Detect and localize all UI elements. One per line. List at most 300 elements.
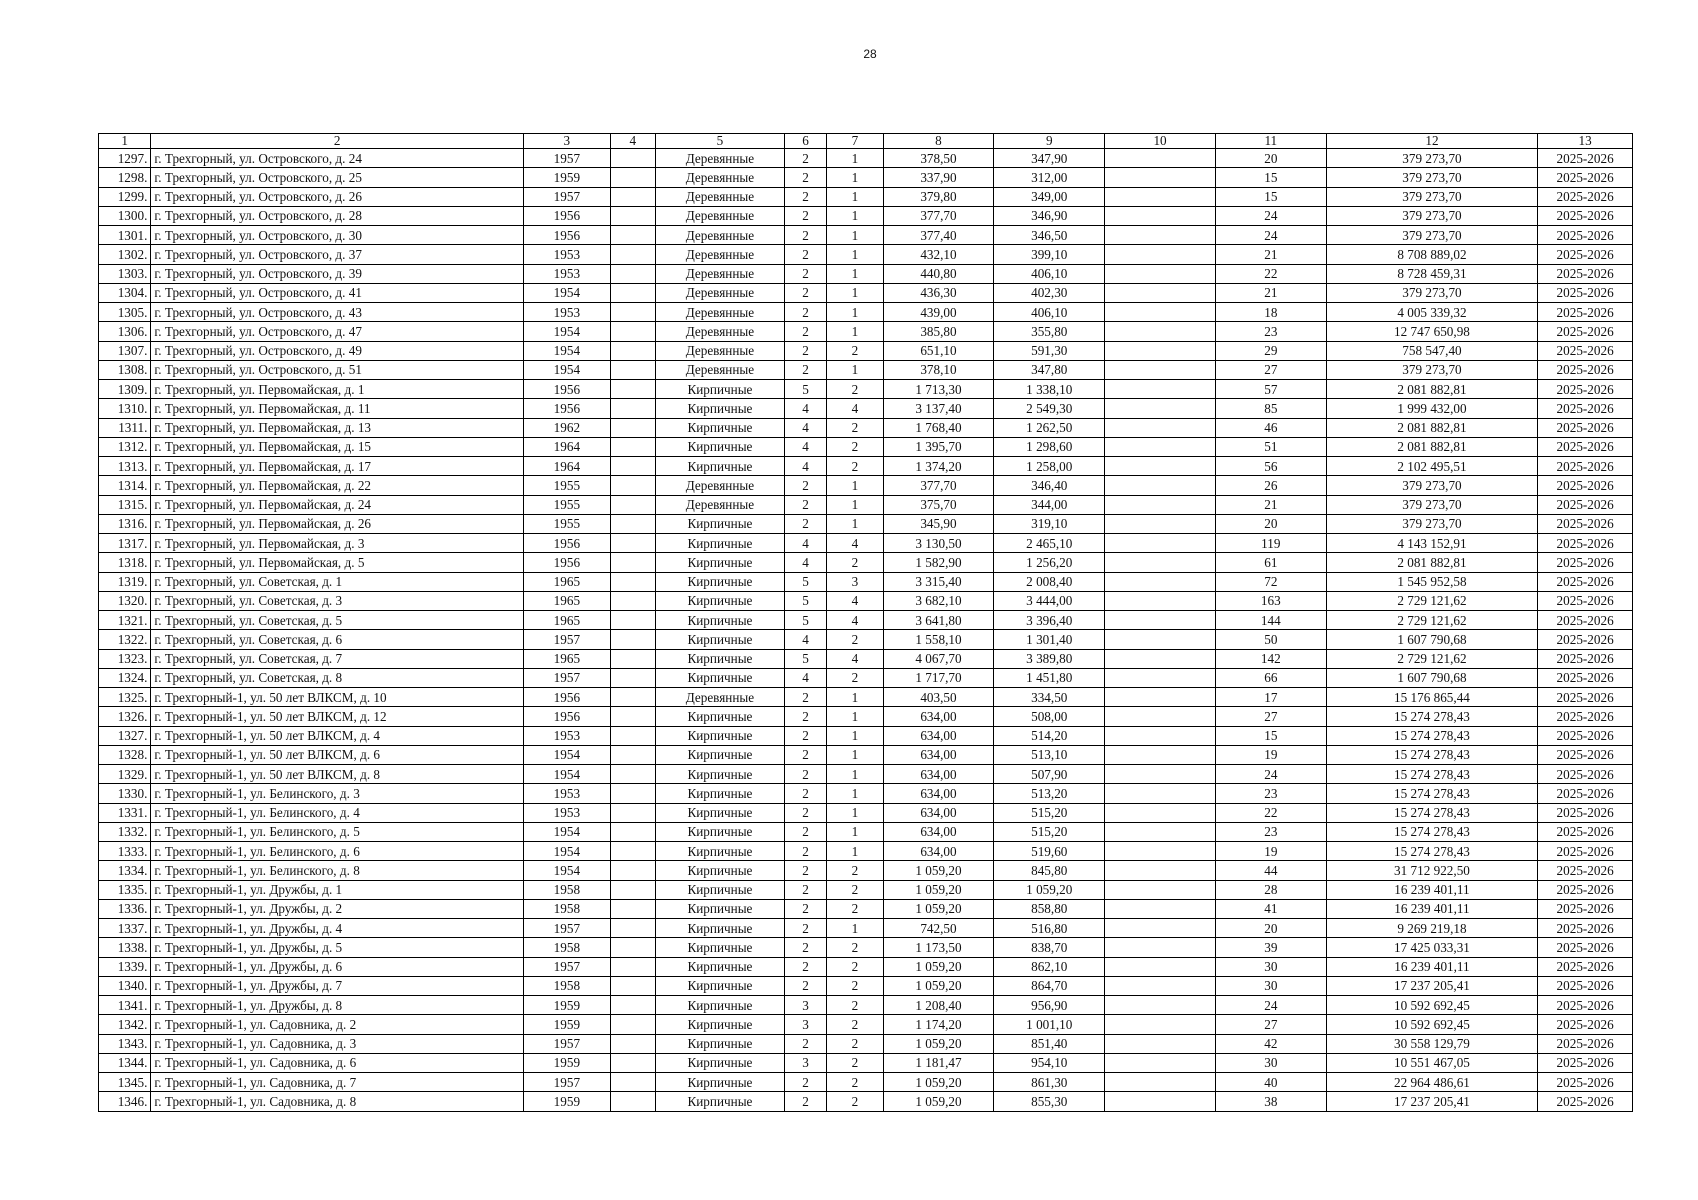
table-row — [99, 457, 1633, 476]
table-row — [99, 264, 1633, 283]
cell-cost: 2 729 121,62 — [1326, 611, 1538, 630]
cell-year-built: 1956 — [524, 226, 611, 245]
cell-row-number: 1321. — [99, 611, 151, 630]
cell-col-10 — [1105, 668, 1216, 687]
cell-floors: 2 — [784, 283, 826, 302]
table-row — [99, 206, 1633, 225]
cell-col-10 — [1105, 611, 1216, 630]
cell-cost: 22 964 486,61 — [1326, 1073, 1538, 1092]
cell-col-10 — [1105, 495, 1216, 514]
cell-wall-material: Кирпичные — [655, 803, 784, 822]
cell-cost: 379 273,70 — [1326, 149, 1538, 168]
cell-col-10 — [1105, 514, 1216, 533]
cell-residents: 30 — [1215, 957, 1326, 976]
cell-floors: 2 — [784, 899, 826, 918]
cell-period: 2025-2026 — [1538, 765, 1633, 784]
cell-residents: 57 — [1215, 380, 1326, 399]
cell-cost: 8 728 459,31 — [1326, 264, 1538, 283]
cell-wall-material: Кирпичные — [655, 919, 784, 938]
cell-residents: 21 — [1215, 283, 1326, 302]
column-number-row — [99, 134, 1633, 149]
cell-total-area: 1 713,30 — [883, 380, 994, 399]
cell-floors: 4 — [784, 457, 826, 476]
table-row — [99, 745, 1633, 764]
cell-total-area: 1 582,90 — [883, 553, 994, 572]
cell-year-built: 1965 — [524, 611, 611, 630]
cell-year-built: 1955 — [524, 495, 611, 514]
cell-total-area: 1 059,20 — [883, 880, 994, 899]
cell-address: г. Трехгорный, ул. Островского, д. 47 — [151, 322, 524, 341]
cell-row-number: 1314. — [99, 476, 151, 495]
cell-wall-material: Кирпичные — [655, 784, 784, 803]
cell-living-area: 3 444,00 — [994, 591, 1105, 610]
cell-cost: 15 274 278,43 — [1326, 707, 1538, 726]
cell-col-4 — [610, 996, 655, 1015]
cell-row-number: 1324. — [99, 668, 151, 687]
cell-row-number: 1328. — [99, 745, 151, 764]
cell-living-area: 591,30 — [994, 341, 1105, 360]
cell-living-area: 349,00 — [994, 187, 1105, 206]
cell-entrances: 2 — [827, 976, 883, 995]
cell-col-10 — [1105, 707, 1216, 726]
cell-entrances: 2 — [827, 861, 883, 880]
cell-col-4 — [610, 707, 655, 726]
cell-total-area: 634,00 — [883, 784, 994, 803]
cell-col-10 — [1105, 765, 1216, 784]
cell-col-4 — [610, 919, 655, 938]
cell-total-area: 634,00 — [883, 842, 994, 861]
cell-entrances: 2 — [827, 457, 883, 476]
cell-cost: 8 708 889,02 — [1326, 245, 1538, 264]
cell-row-number: 1301. — [99, 226, 151, 245]
cell-entrances: 3 — [827, 572, 883, 591]
cell-residents: 22 — [1215, 803, 1326, 822]
cell-wall-material: Деревянные — [655, 476, 784, 495]
cell-living-area: 347,90 — [994, 149, 1105, 168]
cell-period: 2025-2026 — [1538, 1015, 1633, 1034]
cell-period: 2025-2026 — [1538, 380, 1633, 399]
cell-floors: 2 — [784, 187, 826, 206]
cell-wall-material: Деревянные — [655, 303, 784, 322]
cell-floors: 2 — [784, 803, 826, 822]
cell-period: 2025-2026 — [1538, 1092, 1633, 1111]
table-row — [99, 1092, 1633, 1111]
cell-total-area: 1 059,20 — [883, 1073, 994, 1092]
cell-col-4 — [610, 861, 655, 880]
cell-entrances: 2 — [827, 553, 883, 572]
cell-living-area: 1 301,40 — [994, 630, 1105, 649]
cell-living-area: 1 262,50 — [994, 418, 1105, 437]
cell-row-number: 1299. — [99, 187, 151, 206]
cell-col-10 — [1105, 341, 1216, 360]
cell-living-area: 519,60 — [994, 842, 1105, 861]
cell-total-area: 634,00 — [883, 822, 994, 841]
cell-col-10 — [1105, 399, 1216, 418]
cell-living-area: 346,90 — [994, 206, 1105, 225]
cell-col-10 — [1105, 360, 1216, 379]
cell-row-number: 1344. — [99, 1053, 151, 1072]
cell-year-built: 1956 — [524, 553, 611, 572]
cell-living-area: 406,10 — [994, 264, 1105, 283]
cell-floors: 2 — [784, 1092, 826, 1111]
cell-total-area: 378,50 — [883, 149, 994, 168]
cell-address: г. Трехгорный-1, ул. Дружбы, д. 5 — [151, 938, 524, 957]
cell-row-number: 1297. — [99, 149, 151, 168]
cell-entrances: 1 — [827, 707, 883, 726]
cell-year-built: 1954 — [524, 822, 611, 841]
cell-col-4 — [610, 322, 655, 341]
cell-period: 2025-2026 — [1538, 1073, 1633, 1092]
cell-residents: 41 — [1215, 899, 1326, 918]
cell-address: г. Трехгорный, ул. Первомайская, д. 5 — [151, 553, 524, 572]
table-row — [99, 514, 1633, 533]
cell-year-built: 1965 — [524, 591, 611, 610]
cell-col-4 — [610, 1073, 655, 1092]
cell-col-10 — [1105, 226, 1216, 245]
cell-year-built: 1953 — [524, 726, 611, 745]
cell-address: г. Трехгорный, ул. Островского, д. 41 — [151, 283, 524, 302]
cell-residents: 22 — [1215, 264, 1326, 283]
cell-residents: 19 — [1215, 842, 1326, 861]
cell-cost: 15 274 278,43 — [1326, 822, 1538, 841]
cell-address: г. Трехгорный, ул. Островского, д. 51 — [151, 360, 524, 379]
cell-year-built: 1955 — [524, 476, 611, 495]
cell-address: г. Трехгорный-1, ул. Садовника, д. 2 — [151, 1015, 524, 1034]
cell-floors: 2 — [784, 745, 826, 764]
column-header-1: 1 — [99, 134, 151, 149]
cell-residents: 66 — [1215, 668, 1326, 687]
cell-cost: 1 545 952,58 — [1326, 572, 1538, 591]
cell-floors: 2 — [784, 861, 826, 880]
cell-col-4 — [610, 1092, 655, 1111]
cell-living-area: 956,90 — [994, 996, 1105, 1015]
cell-year-built: 1957 — [524, 149, 611, 168]
cell-total-area: 1 059,20 — [883, 1034, 994, 1053]
cell-total-area: 378,10 — [883, 360, 994, 379]
cell-wall-material: Кирпичные — [655, 591, 784, 610]
cell-entrances: 1 — [827, 168, 883, 187]
cell-address: г. Трехгорный, ул. Островского, д. 25 — [151, 168, 524, 187]
table-row — [99, 341, 1633, 360]
cell-wall-material: Кирпичные — [655, 861, 784, 880]
cell-entrances: 1 — [827, 149, 883, 168]
cell-row-number: 1304. — [99, 283, 151, 302]
cell-row-number: 1333. — [99, 842, 151, 861]
cell-entrances: 2 — [827, 437, 883, 456]
cell-row-number: 1325. — [99, 688, 151, 707]
cell-wall-material: Кирпичные — [655, 765, 784, 784]
cell-wall-material: Кирпичные — [655, 957, 784, 976]
cell-year-built: 1954 — [524, 861, 611, 880]
cell-period: 2025-2026 — [1538, 514, 1633, 533]
cell-wall-material: Кирпичные — [655, 842, 784, 861]
cell-address: г. Трехгорный, ул. Первомайская, д. 22 — [151, 476, 524, 495]
cell-living-area: 1 256,20 — [994, 553, 1105, 572]
cell-living-area: 2 008,40 — [994, 572, 1105, 591]
cell-cost: 16 239 401,11 — [1326, 880, 1538, 899]
table-row — [99, 726, 1633, 745]
cell-wall-material: Кирпичные — [655, 611, 784, 630]
cell-residents: 44 — [1215, 861, 1326, 880]
cell-floors: 5 — [784, 611, 826, 630]
cell-year-built: 1962 — [524, 418, 611, 437]
cell-year-built: 1959 — [524, 1015, 611, 1034]
cell-residents: 61 — [1215, 553, 1326, 572]
cell-residents: 19 — [1215, 745, 1326, 764]
cell-col-4 — [610, 572, 655, 591]
cell-period: 2025-2026 — [1538, 976, 1633, 995]
cell-address: г. Трехгорный, ул. Советская, д. 1 — [151, 572, 524, 591]
cell-living-area: 402,30 — [994, 283, 1105, 302]
cell-col-10 — [1105, 880, 1216, 899]
cell-floors: 4 — [784, 630, 826, 649]
cell-row-number: 1307. — [99, 341, 151, 360]
cell-year-built: 1953 — [524, 245, 611, 264]
cell-year-built: 1953 — [524, 784, 611, 803]
cell-period: 2025-2026 — [1538, 822, 1633, 841]
cell-entrances: 1 — [827, 842, 883, 861]
cell-address: г. Трехгорный, ул. Островского, д. 39 — [151, 264, 524, 283]
cell-col-4 — [610, 149, 655, 168]
cell-col-4 — [610, 842, 655, 861]
cell-col-4 — [610, 495, 655, 514]
cell-wall-material: Деревянные — [655, 283, 784, 302]
cell-total-area: 1 059,20 — [883, 957, 994, 976]
cell-year-built: 1957 — [524, 919, 611, 938]
cell-total-area: 742,50 — [883, 919, 994, 938]
cell-floors: 2 — [784, 688, 826, 707]
cell-col-4 — [610, 457, 655, 476]
cell-living-area: 855,30 — [994, 1092, 1105, 1111]
cell-address: г. Трехгорный, ул. Первомайская, д. 24 — [151, 495, 524, 514]
cell-floors: 2 — [784, 822, 826, 841]
cell-total-area: 4 067,70 — [883, 649, 994, 668]
cell-row-number: 1332. — [99, 822, 151, 841]
cell-wall-material: Кирпичные — [655, 707, 784, 726]
cell-entrances: 2 — [827, 380, 883, 399]
cell-address: г. Трехгорный, ул. Первомайская, д. 3 — [151, 534, 524, 553]
cell-col-4 — [610, 514, 655, 533]
cell-col-10 — [1105, 245, 1216, 264]
cell-entrances: 1 — [827, 245, 883, 264]
cell-entrances: 2 — [827, 630, 883, 649]
cell-address: г. Трехгорный-1, ул. Дружбы, д. 1 — [151, 880, 524, 899]
table-row — [99, 899, 1633, 918]
cell-total-area: 385,80 — [883, 322, 994, 341]
cell-row-number: 1310. — [99, 399, 151, 418]
cell-row-number: 1313. — [99, 457, 151, 476]
cell-address: г. Трехгорный-1, ул. Дружбы, д. 8 — [151, 996, 524, 1015]
cell-total-area: 377,70 — [883, 476, 994, 495]
table-row — [99, 1015, 1633, 1034]
cell-period: 2025-2026 — [1538, 996, 1633, 1015]
cell-residents: 23 — [1215, 784, 1326, 803]
cell-residents: 39 — [1215, 938, 1326, 957]
cell-col-4 — [610, 264, 655, 283]
column-header-10: 10 — [1105, 134, 1216, 149]
cell-col-10 — [1105, 861, 1216, 880]
cell-wall-material: Кирпичные — [655, 649, 784, 668]
cell-address: г. Трехгорный, ул. Островского, д. 28 — [151, 206, 524, 225]
table-row — [99, 168, 1633, 187]
table-row — [99, 707, 1633, 726]
cell-row-number: 1338. — [99, 938, 151, 957]
cell-living-area: 1 298,60 — [994, 437, 1105, 456]
cell-floors: 2 — [784, 957, 826, 976]
cell-wall-material: Кирпичные — [655, 1073, 784, 1092]
cell-total-area: 3 130,50 — [883, 534, 994, 553]
cell-entrances: 4 — [827, 534, 883, 553]
cell-cost: 379 273,70 — [1326, 187, 1538, 206]
cell-row-number: 1311. — [99, 418, 151, 437]
cell-row-number: 1337. — [99, 919, 151, 938]
table-row — [99, 283, 1633, 302]
cell-address: г. Трехгорный-1, ул. Белинского, д. 8 — [151, 861, 524, 880]
cell-floors: 2 — [784, 976, 826, 995]
cell-col-4 — [610, 726, 655, 745]
cell-col-10 — [1105, 803, 1216, 822]
cell-col-10 — [1105, 283, 1216, 302]
cell-row-number: 1341. — [99, 996, 151, 1015]
cell-entrances: 2 — [827, 1092, 883, 1111]
column-header-8: 8 — [883, 134, 994, 149]
cell-residents: 27 — [1215, 360, 1326, 379]
cell-wall-material: Кирпичные — [655, 418, 784, 437]
cell-col-10 — [1105, 418, 1216, 437]
cell-col-10 — [1105, 842, 1216, 861]
cell-row-number: 1316. — [99, 514, 151, 533]
cell-year-built: 1954 — [524, 765, 611, 784]
cell-address: г. Трехгорный-1, ул. Белинского, д. 4 — [151, 803, 524, 822]
cell-entrances: 4 — [827, 591, 883, 610]
cell-wall-material: Кирпичные — [655, 437, 784, 456]
cell-floors: 2 — [784, 322, 826, 341]
cell-wall-material: Кирпичные — [655, 399, 784, 418]
cell-wall-material: Деревянные — [655, 322, 784, 341]
cell-living-area: 3 396,40 — [994, 611, 1105, 630]
table-row — [99, 1034, 1633, 1053]
cell-entrances: 1 — [827, 726, 883, 745]
cell-address: г. Трехгорный, ул. Первомайская, д. 17 — [151, 457, 524, 476]
column-header-12: 12 — [1326, 134, 1538, 149]
cell-period: 2025-2026 — [1538, 1053, 1633, 1072]
cell-floors: 2 — [784, 1034, 826, 1053]
cell-living-area: 508,00 — [994, 707, 1105, 726]
cell-cost: 15 274 278,43 — [1326, 765, 1538, 784]
cell-living-area: 355,80 — [994, 322, 1105, 341]
cell-wall-material: Кирпичные — [655, 899, 784, 918]
cell-row-number: 1308. — [99, 360, 151, 379]
cell-col-4 — [610, 380, 655, 399]
cell-col-4 — [610, 418, 655, 437]
cell-col-10 — [1105, 380, 1216, 399]
cell-cost: 4 143 152,91 — [1326, 534, 1538, 553]
cell-address: г. Трехгорный, ул. Островского, д. 43 — [151, 303, 524, 322]
cell-col-4 — [610, 360, 655, 379]
cell-wall-material: Деревянные — [655, 495, 784, 514]
cell-wall-material: Деревянные — [655, 168, 784, 187]
cell-period: 2025-2026 — [1538, 803, 1633, 822]
cell-col-4 — [610, 399, 655, 418]
cell-address: г. Трехгорный, ул. Островского, д. 30 — [151, 226, 524, 245]
cell-period: 2025-2026 — [1538, 938, 1633, 957]
cell-wall-material: Кирпичные — [655, 880, 784, 899]
cell-floors: 2 — [784, 149, 826, 168]
cell-entrances: 1 — [827, 514, 883, 533]
cell-residents: 144 — [1215, 611, 1326, 630]
cell-year-built: 1956 — [524, 206, 611, 225]
cell-address: г. Трехгорный, ул. Первомайская, д. 13 — [151, 418, 524, 437]
cell-year-built: 1958 — [524, 880, 611, 899]
cell-living-area: 851,40 — [994, 1034, 1105, 1053]
cell-cost: 15 274 278,43 — [1326, 726, 1538, 745]
cell-col-4 — [610, 437, 655, 456]
cell-entrances: 1 — [827, 476, 883, 495]
cell-address: г. Трехгорный, ул. Советская, д. 5 — [151, 611, 524, 630]
cell-period: 2025-2026 — [1538, 399, 1633, 418]
cell-cost: 15 176 865,44 — [1326, 688, 1538, 707]
column-header-4: 4 — [610, 134, 655, 149]
cell-floors: 2 — [784, 495, 826, 514]
cell-row-number: 1305. — [99, 303, 151, 322]
cell-col-10 — [1105, 591, 1216, 610]
cell-cost: 2 102 495,51 — [1326, 457, 1538, 476]
table-row — [99, 226, 1633, 245]
cell-col-4 — [610, 245, 655, 264]
cell-wall-material: Деревянные — [655, 245, 784, 264]
cell-living-area: 399,10 — [994, 245, 1105, 264]
cell-year-built: 1959 — [524, 1053, 611, 1072]
table-row — [99, 919, 1633, 938]
cell-total-area: 345,90 — [883, 514, 994, 533]
cell-year-built: 1954 — [524, 322, 611, 341]
cell-floors: 2 — [784, 514, 826, 533]
cell-floors: 2 — [784, 168, 826, 187]
cell-period: 2025-2026 — [1538, 437, 1633, 456]
cell-period: 2025-2026 — [1538, 591, 1633, 610]
table-row — [99, 630, 1633, 649]
cell-living-area: 347,80 — [994, 360, 1105, 379]
table-row — [99, 495, 1633, 514]
cell-period: 2025-2026 — [1538, 784, 1633, 803]
cell-year-built: 1953 — [524, 803, 611, 822]
cell-col-4 — [610, 341, 655, 360]
cell-wall-material: Кирпичные — [655, 534, 784, 553]
cell-period: 2025-2026 — [1538, 880, 1633, 899]
cell-living-area: 862,10 — [994, 957, 1105, 976]
cell-period: 2025-2026 — [1538, 264, 1633, 283]
cell-year-built: 1959 — [524, 168, 611, 187]
cell-col-10 — [1105, 996, 1216, 1015]
table-row — [99, 861, 1633, 880]
cell-cost: 15 274 278,43 — [1326, 745, 1538, 764]
cell-period: 2025-2026 — [1538, 1034, 1633, 1053]
cell-floors: 2 — [784, 880, 826, 899]
cell-col-4 — [610, 1034, 655, 1053]
cell-cost: 17 237 205,41 — [1326, 1092, 1538, 1111]
cell-total-area: 377,70 — [883, 206, 994, 225]
cell-cost: 10 592 692,45 — [1326, 996, 1538, 1015]
cell-wall-material: Кирпичные — [655, 745, 784, 764]
cell-floors: 2 — [784, 303, 826, 322]
cell-row-number: 1320. — [99, 591, 151, 610]
cell-floors: 4 — [784, 534, 826, 553]
cell-col-4 — [610, 226, 655, 245]
cell-row-number: 1317. — [99, 534, 151, 553]
cell-total-area: 379,80 — [883, 187, 994, 206]
cell-entrances: 1 — [827, 303, 883, 322]
cell-row-number: 1306. — [99, 322, 151, 341]
